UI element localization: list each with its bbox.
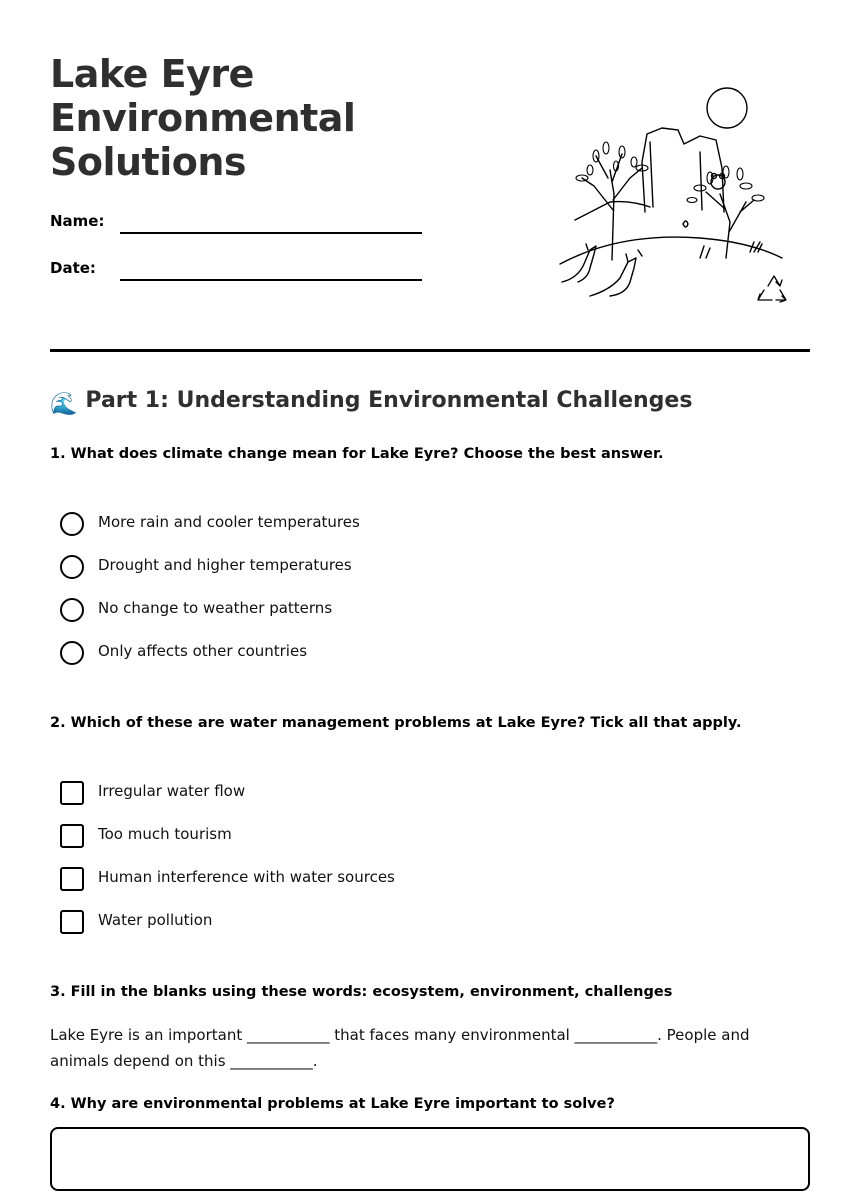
title-line-1: Lake Eyre	[50, 52, 254, 96]
option-label: Only affects other countries	[98, 642, 308, 660]
title-line-2: Environmental	[50, 96, 356, 140]
outback-landscape-illustration	[550, 82, 800, 318]
radio-button[interactable]	[60, 555, 84, 579]
fill-in-blanks-text: Lake Eyre is an important ___________ that faces many environmental ___________. People and animals depend on this ___________.	[50, 1026, 750, 1070]
checkbox[interactable]	[60, 910, 84, 934]
header-divider	[50, 349, 810, 352]
title-line-3: Solutions	[50, 140, 247, 184]
recycle-icon	[758, 276, 786, 302]
radio-button[interactable]	[60, 512, 84, 536]
option-label: Drought and higher temperatures	[98, 556, 352, 574]
date-label: Date:	[50, 259, 96, 277]
question-3: 3. Fill in the blanks using these words: ecosystem, environment, challenges	[50, 984, 673, 1000]
option-label: More rain and cooler temperatures	[98, 513, 360, 531]
worksheet-title	[50, 52, 355, 184]
date-line[interactable]	[120, 279, 422, 281]
checkbox[interactable]	[60, 824, 84, 848]
question-2: 2. Which of these are water management problems at Lake Eyre? Tick all that apply.	[50, 715, 742, 731]
option-label: Water pollution	[98, 911, 213, 929]
wave-icon: 🌊	[50, 392, 78, 417]
answer-box[interactable]	[50, 1127, 810, 1191]
option-label: Too much tourism	[98, 825, 232, 843]
checkbox[interactable]	[60, 867, 84, 891]
checkbox[interactable]	[60, 781, 84, 805]
radio-button[interactable]	[60, 598, 84, 622]
sun-icon	[707, 88, 747, 128]
part1-title-text: Part 1: Understanding Environmental Challenges	[85, 388, 693, 413]
option-label: No change to weather patterns	[98, 599, 333, 617]
name-label: Name:	[50, 212, 105, 230]
radio-button[interactable]	[60, 641, 84, 665]
option-label: Irregular water flow	[98, 782, 246, 800]
name-line[interactable]	[120, 232, 422, 234]
part1-title	[50, 388, 692, 417]
date-field[interactable]	[50, 253, 422, 283]
option-label: Human interference with water sources	[98, 868, 395, 886]
question-1: 1. What does climate change mean for Lake Eyre? Choose the best answer.	[50, 446, 664, 462]
question-4: 4. Why are environmental problems at Lake Eyre important to solve?	[50, 1096, 615, 1112]
name-field[interactable]	[50, 206, 422, 236]
